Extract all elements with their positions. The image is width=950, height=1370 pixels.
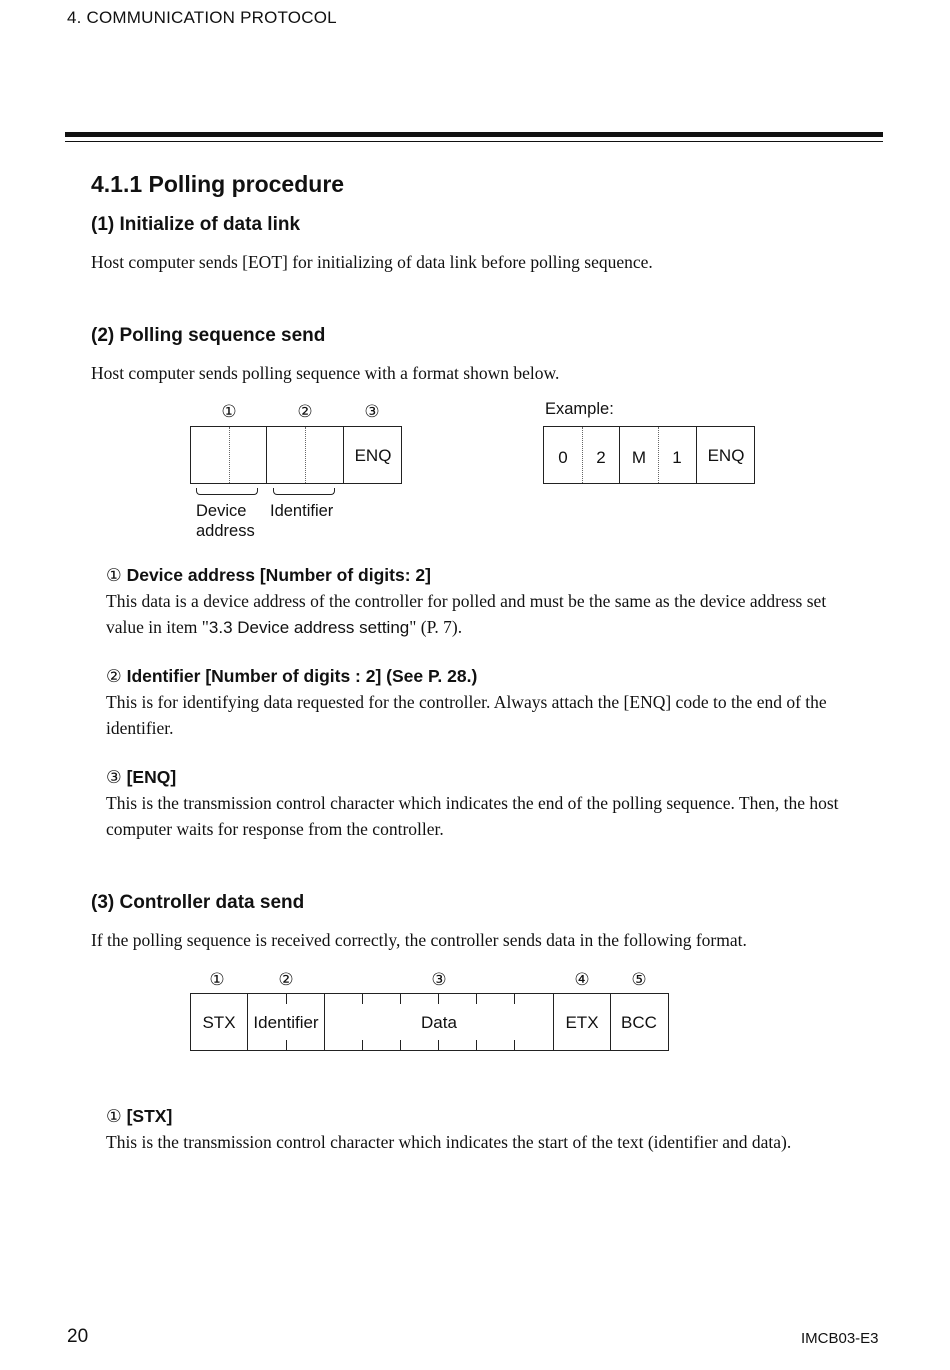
digit-tick (438, 1040, 439, 1050)
item-text-part-b: " (P. 7). (409, 616, 463, 637)
digit-tick (438, 994, 439, 1004)
subsection-3-heading: (3) Controller data send (91, 892, 305, 913)
item-marker: ③ (106, 768, 122, 788)
marker-1: ① (209, 970, 225, 990)
example-title: Example: (545, 400, 614, 418)
digit-tick (476, 994, 477, 1004)
example-cell-2: 2 (596, 448, 606, 467)
item-marker: ② (106, 667, 122, 687)
device-address-label-line1: Device (196, 502, 247, 520)
digit-tick (400, 994, 401, 1004)
item-heading-text: [ENQ] (126, 767, 177, 787)
field-divider (619, 427, 620, 483)
field-divider (266, 427, 267, 483)
identifier-cell: Identifier (253, 1013, 319, 1032)
subsection-1-heading: (1) Initialize of data link (91, 214, 301, 235)
digit-tick (400, 1040, 401, 1050)
marker-2: ② (278, 970, 294, 990)
digit-divider (305, 427, 306, 483)
digit-tick (476, 1040, 477, 1050)
marker-5: ⑤ (631, 970, 647, 990)
item-enq-text: This is the transmission control character which indicates the end of the polling sequence. Then, the host computer waits for response from the controller. (106, 793, 839, 839)
identifier-brace (273, 488, 335, 495)
digit-tick (362, 1040, 363, 1050)
item-identifier-heading (106, 666, 477, 687)
item-device-address-text (106, 589, 866, 640)
item-heading-text: [STX] (126, 1106, 173, 1126)
subsection-2-heading: (2) Polling sequence send (91, 325, 326, 346)
example-enq-cell: ENQ (707, 446, 745, 465)
stx-cell: STX (202, 1013, 236, 1032)
identifier-label: Identifier (270, 502, 334, 520)
example-cell-1: 1 (672, 448, 682, 467)
subsection-1-text: Host computer sends [EOT] for initializing of data link before polling sequence. (91, 252, 653, 272)
item-device-address-heading (106, 565, 431, 586)
digit-tick (362, 994, 363, 1004)
marker-2: ② (297, 402, 313, 422)
subsection-2-text: Host computer sends polling sequence with a format shown below. (91, 363, 560, 383)
subsection-3-text: If the polling sequence is received correctly, the controller sends data in the following format. (91, 930, 747, 950)
example-cell-m: M (631, 448, 647, 467)
enq-cell: ENQ (354, 446, 392, 465)
digit-tick (286, 1040, 287, 1050)
device-address-label-line2: address (196, 522, 255, 540)
digit-divider (229, 427, 230, 483)
marker-4: ④ (574, 970, 590, 990)
document-code: IMCB03-E3 (801, 1330, 879, 1347)
page-number: 20 (67, 1326, 89, 1347)
item-marker: ① (106, 1107, 122, 1127)
item-enq-heading (106, 767, 176, 788)
digit-tick (286, 994, 287, 1004)
marker-3: ③ (364, 402, 380, 422)
section-title: 4.1.1 Polling procedure (91, 171, 345, 197)
running-header: 4. COMMUNICATION PROTOCOL (67, 8, 337, 27)
bcc-cell: BCC (621, 1013, 657, 1032)
etx-cell: ETX (565, 1013, 599, 1032)
item-stx-text: This is the transmission control character which indicates the start of the text (identifier and data). (106, 1132, 792, 1152)
marker-1: ① (221, 402, 237, 422)
item-identifier-text: This is for identifying data requested for the controller. Always attach the [ENQ] code to the end of the identifier. (106, 692, 827, 738)
item-marker: ① (106, 566, 122, 586)
header-rule-thick (65, 132, 883, 137)
marker-3: ③ (431, 970, 447, 990)
item-text-part-a: This data is a device address of the controller for polled and must be the same as the device address set value in item " (106, 591, 827, 637)
example-cell-0: 0 (558, 448, 568, 467)
digit-tick (514, 994, 515, 1004)
header-rule-thin (65, 141, 883, 142)
item-heading-text: Device address [Number of digits: 2] (126, 565, 431, 585)
item-stx-heading (106, 1106, 172, 1127)
item-text-reference: 3.3 Device address setting (208, 617, 410, 637)
item-heading-text: Identifier [Number of digits : 2] (See P. 28.) (126, 666, 478, 686)
data-cell: Data (421, 1013, 457, 1032)
digit-tick (514, 1040, 515, 1050)
device-address-brace (196, 488, 258, 495)
